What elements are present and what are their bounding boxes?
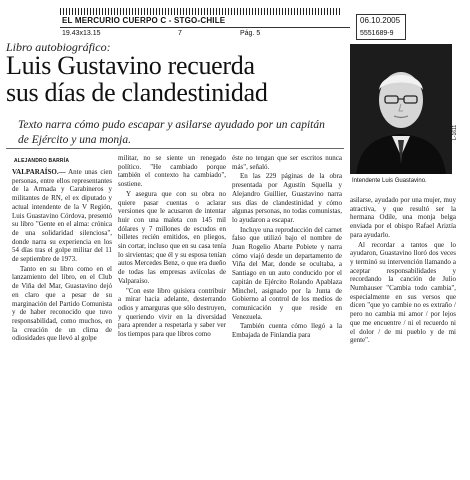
paragraph: También cuenta cómo llegó a la Embajada de Finlandia para [232,322,342,340]
header-rule [60,27,350,28]
clipping-header [4,8,460,38]
paragraph: Tanto en su libro como en el lanzamiento del libro, en el Club de Viña del Mar, Guastavino dejó en claro que a pesar de su marginación del Partido Comunista y de haber reconocido que tuvo responsabilidad, como muchos, en la creación de un clima de odiosidades que llevó al golpe [12,264,112,343]
article-kicker: Libro autobiográfico: [6,40,111,54]
portrait-image [350,44,452,174]
deck-rule [6,148,344,149]
publication-name: EL MERCURIO CUERPO C - STGO-CHILE [62,16,226,25]
article-byline: ALEJANDRO BARRÍA [14,158,70,164]
photo-code: L-1611 [452,124,458,140]
article-column-2 [118,154,226,340]
headline-line-1: Luis Gustavino recuerda [6,51,255,80]
barcode [60,8,340,15]
article-deck: Texto narra cómo pudo escapar y asilarse ayudado por un capitán de Ejército y una monja. [18,119,325,146]
dateline: VALPARAÍSO.— [12,168,66,176]
paragraph-text: Ante unas cien personas, entre ellos representantes de la Armada y Carabineros y militantes de RN, el ex diputado y actual intendente de la V Región, Luis Guastavino Córdova, presentó su libro "Gente en el alma: crónica de una solidaridad silenciosa", donde narra su experiencia en los 54 días tras el golpe militar del 11 de septiembre de 1973. [12,168,112,264]
portrait-photo [350,44,452,174]
paragraph: "Con este libro quisiera contribuir a mirar hacia adelante, desterrando odios y amarguras que sólo destruyen, y queriendo vivir en la diversidad para aprender a respetarla y saber ver los tiempos para que libros como [118,286,226,339]
paragraph: asilarse, ayudado por una mujer, muy atractiva, y que resultó ser la hermana Odile, una monja belga enviada por el obispo Rafael Ariztía para ayudarlo. [350,196,456,239]
paragraph: Incluye una reproducción del carnet falso que utilizó bajo el nombre de Juan Rogelio Abarte Pobiete y narra cómo viajó desde un departamento de Viña del Mar, donde se ocultaba, a Santiago en un auto conducido por el capitán de Ejército Rolando Apablaza Minchel, asignado por la Junta de Gobierno al control de los medios de comunicación y que reside en Venezuela. [232,225,342,321]
article-column-1 [12,168,112,344]
clipping-code: 5551689-9 [360,30,394,37]
article-headline [6,52,346,106]
paragraph: Y asegura que con su obra no quiere pasar cuentas o aclarar versiones que le acusaron de intentar huir con una maleta con 145 mil dólares y 7 millones de escudos en billetes recién emitidos, en pliegos, sin cortar, incluso que en su casa tenía lo sirvientas; que él y su esposa tenían autos Mercedes Benz, o que era dueño de todas las empresas aviícolas de Valparaíso. [118,189,226,285]
clipping-size: 19.43x13.15 [62,30,101,37]
photo-caption: Intendente Luis Guastavino. [352,178,427,184]
paragraph: Al recordar a tantos que lo ayudaron, Guastavino lloró dos veces y terminó su intervención llamando a aceptar responsabilidades y recordando la canción de Julio Numhauser "Cambia todo cambia", especialmente en sus versos que dicen "que yo cambie no es extraño / pero no cambia mi amor / por lejos que me encuentre / ni el recuerdo ni el dolor / de mi pueblo y de mi gente". [350,240,456,345]
clipping-issue: 7 [178,30,182,37]
paragraph [12,168,112,264]
headline-line-2: sus días de clandestinidad [6,78,268,107]
paragraph: militar, no se siente un renegado político. "He cambiado porque también el contexto ha cambiado", sostiene. [118,154,226,189]
clipping-date: 06.10.2005 [360,16,401,25]
article-column-3 [232,154,342,341]
article-column-4 [350,196,456,346]
paragraph: éste no tengan que ser escritos nunca más", señaló. [232,154,342,171]
clipping-page: Pág. 5 [240,30,261,37]
paragraph: En las 229 páginas de la obra presentada por Agustín Squella y Alejandro Guillier, Guastavino narra sus días de clandestinidad y cómo algunas personas, no todas comunistas, lo ayudaron a escapar. [232,172,342,224]
